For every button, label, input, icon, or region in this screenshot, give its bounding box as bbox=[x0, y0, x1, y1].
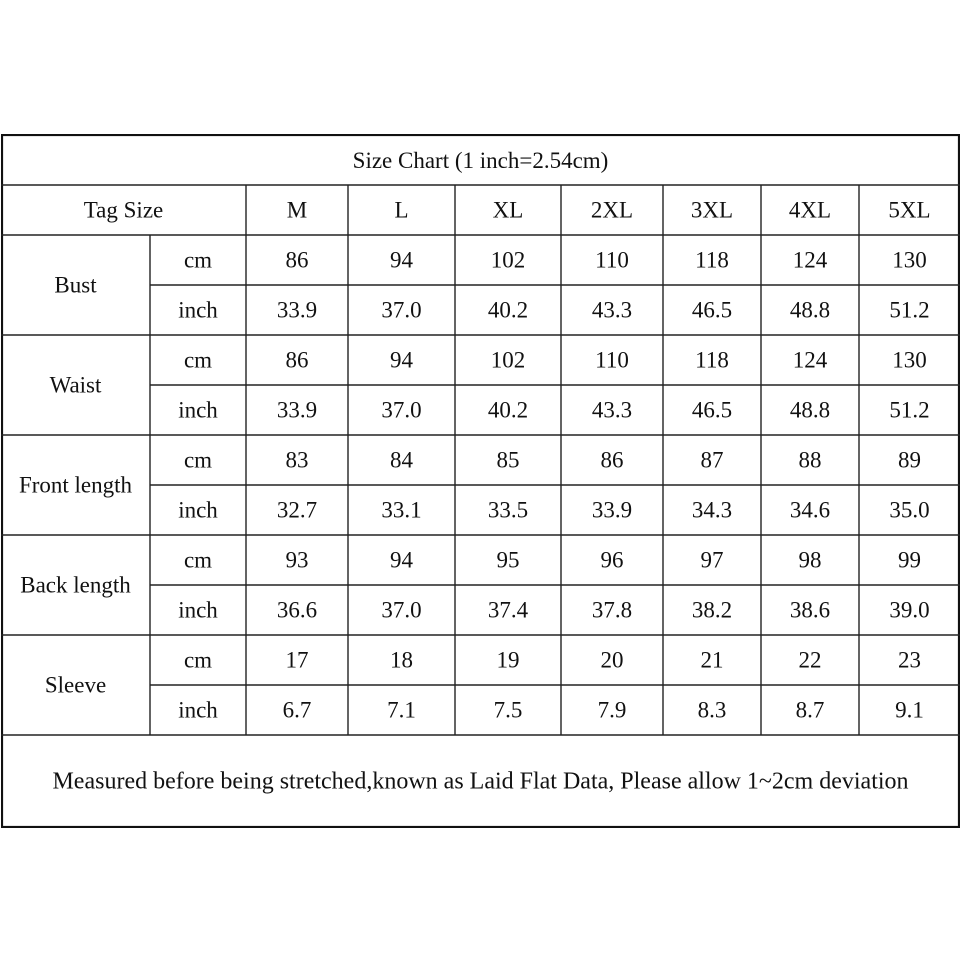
table-cell: 37.0 bbox=[381, 297, 422, 323]
table-cell: 38.2 bbox=[691, 597, 733, 623]
table-cell: 110 bbox=[595, 247, 629, 273]
row-label-sleeve: Sleeve bbox=[44, 672, 107, 698]
unit-label-cm: cm bbox=[183, 447, 213, 473]
table-cell: 88 bbox=[798, 447, 822, 473]
table-cell: 17 bbox=[285, 647, 309, 673]
size-chart-table bbox=[1, 134, 960, 828]
table-cell: 37.8 bbox=[591, 597, 633, 623]
table-cell: 8.3 bbox=[697, 697, 727, 723]
size-header-5xl: 5XL bbox=[888, 197, 931, 223]
table-cell: 7.9 bbox=[597, 697, 627, 723]
table-cell: 19 bbox=[496, 647, 520, 673]
table-cell: 33.1 bbox=[381, 497, 422, 523]
table-cell: 94 bbox=[390, 347, 413, 373]
size-header-m: M bbox=[286, 197, 308, 223]
table-cell: 48.8 bbox=[789, 397, 831, 423]
table-cell: 38.6 bbox=[789, 597, 831, 623]
table-cell: 36.6 bbox=[276, 597, 318, 623]
unit-label-cm: cm bbox=[183, 347, 213, 373]
table-cell: 102 bbox=[490, 347, 526, 373]
row-label-front-length: Front length bbox=[18, 472, 133, 498]
unit-label-inch: inch bbox=[178, 697, 218, 723]
table-cell: 118 bbox=[695, 247, 729, 273]
table-cell: 46.5 bbox=[691, 397, 733, 423]
unit-label-inch: inch bbox=[178, 397, 218, 423]
table-border bbox=[2, 135, 959, 827]
table-cell: 40.2 bbox=[487, 297, 529, 323]
table-cell: 33.9 bbox=[276, 297, 318, 323]
table-cell: 93 bbox=[285, 547, 309, 573]
table-cell: 21 bbox=[700, 647, 724, 673]
unit-label-cm: cm bbox=[183, 247, 213, 273]
unit-label-inch: inch bbox=[178, 497, 218, 523]
table-cell: 97 bbox=[700, 547, 724, 573]
table-cell: 20 bbox=[600, 647, 624, 673]
row-label-bust: Bust bbox=[54, 272, 97, 298]
table-cell: 86 bbox=[285, 347, 309, 373]
table-cell: 33.9 bbox=[276, 397, 318, 423]
table-cell: 6.7 bbox=[282, 697, 312, 723]
table-cell: 32.7 bbox=[276, 497, 318, 523]
table-cell: 89 bbox=[898, 447, 921, 473]
size-header-4xl: 4XL bbox=[788, 197, 832, 223]
table-cell: 9.1 bbox=[895, 697, 924, 723]
table-cell: 118 bbox=[695, 347, 729, 373]
table-cell: 51.2 bbox=[889, 397, 930, 423]
table-cell: 87 bbox=[700, 447, 724, 473]
table-cell: 39.0 bbox=[889, 597, 930, 623]
tag-size-header: Tag Size bbox=[83, 197, 164, 223]
table-cell: 94 bbox=[390, 247, 413, 273]
table-cell: 86 bbox=[285, 247, 309, 273]
table-cell: 7.5 bbox=[493, 697, 523, 723]
unit-label-inch: inch bbox=[178, 597, 218, 623]
table-cell: 34.6 bbox=[789, 497, 831, 523]
table-cell: 8.7 bbox=[795, 697, 825, 723]
table-cell: 18 bbox=[390, 647, 413, 673]
table-cell: 94 bbox=[390, 547, 413, 573]
size-header-2xl: 2XL bbox=[590, 197, 634, 223]
table-cell: 46.5 bbox=[691, 297, 733, 323]
table-cell: 84 bbox=[390, 447, 413, 473]
table-cell: 102 bbox=[490, 247, 526, 273]
table-cell: 34.3 bbox=[691, 497, 733, 523]
table-cell: 86 bbox=[600, 447, 624, 473]
table-cell: 23 bbox=[898, 647, 921, 673]
table-cell: 110 bbox=[595, 347, 629, 373]
table-cell: 99 bbox=[898, 547, 921, 573]
table-cell: 33.5 bbox=[487, 497, 529, 523]
table-cell: 48.8 bbox=[789, 297, 831, 323]
table-cell: 33.9 bbox=[591, 497, 633, 523]
table-cell: 22 bbox=[798, 647, 822, 673]
size-chart-svg bbox=[1, 134, 960, 828]
table-cell: 37.0 bbox=[381, 397, 422, 423]
table-cell: 96 bbox=[600, 547, 624, 573]
table-cell: 37.0 bbox=[381, 597, 422, 623]
unit-label-inch: inch bbox=[178, 297, 218, 323]
table-cell: 124 bbox=[792, 347, 828, 373]
size-header-3xl: 3XL bbox=[690, 197, 734, 223]
unit-label-cm: cm bbox=[183, 547, 213, 573]
table-cell: 85 bbox=[496, 447, 520, 473]
table-cell: 51.2 bbox=[889, 297, 930, 323]
table-cell: 37.4 bbox=[487, 597, 529, 623]
unit-label-cm: cm bbox=[183, 647, 213, 673]
row-label-back-length: Back length bbox=[20, 572, 131, 598]
table-cell: 130 bbox=[892, 247, 927, 273]
table-cell: 43.3 bbox=[591, 397, 633, 423]
table-cell: 95 bbox=[496, 547, 520, 573]
table-cell: 43.3 bbox=[591, 297, 633, 323]
table-cell: 7.1 bbox=[387, 697, 416, 723]
size-header-xl: XL bbox=[492, 197, 524, 223]
row-label-waist: Waist bbox=[49, 372, 102, 398]
size-header-l: L bbox=[394, 197, 409, 223]
table-cell: 130 bbox=[892, 347, 927, 373]
table-cell: 83 bbox=[285, 447, 309, 473]
footnote: Measured before being stretched,known as Laid Flat Data, Please allow 1~2cm deviation bbox=[52, 768, 909, 795]
table-cell: 98 bbox=[798, 547, 822, 573]
chart-title: Size Chart (1 inch=2.54cm) bbox=[352, 148, 609, 173]
table-cell: 35.0 bbox=[889, 497, 930, 523]
table-cell: 40.2 bbox=[487, 397, 529, 423]
table-cell: 124 bbox=[792, 247, 828, 273]
